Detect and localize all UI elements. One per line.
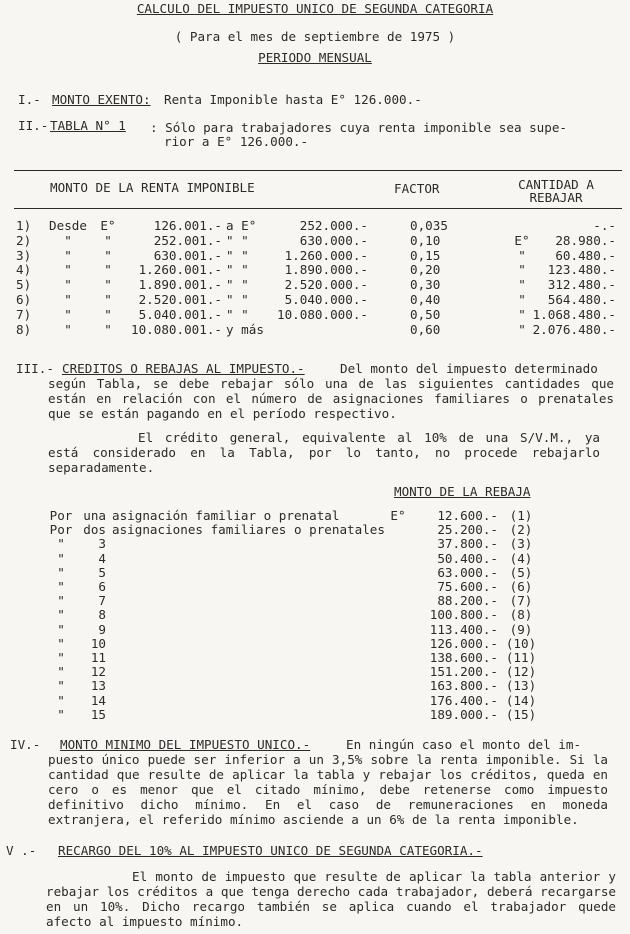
section-3-para1: según Tabla, se debe rebajar sólo una de las siguientes cantidades que están en relación con el número de asignaciones familiares o prenatales que se están pagando en el período respectivo. [48, 376, 614, 421]
table-1-row-rebaja: 2.076.480.- [532, 321, 616, 337]
rebaja-row-count: 14 [90, 692, 106, 708]
table-1-row-currency: " [104, 306, 112, 322]
table-1-row-rebaja-currency: " [518, 292, 526, 307]
table-1-row-rebaja: 60.480.- [555, 247, 616, 263]
table-1-row-number: 2) [16, 232, 32, 248]
table-1-row-rebaja-currency: " [518, 277, 526, 293]
table-1-row-rebaja: 1.068.480.- [532, 306, 616, 322]
rebaja-row-count: 4 [98, 550, 106, 566]
table-1-row-number: 5) [16, 277, 32, 293]
section-2-text-line2: rior a E° 126.000.- [164, 134, 309, 149]
rebaja-row-por: " [57, 536, 65, 552]
table-1-row-from: 1.260.001.- [138, 262, 222, 278]
rebaja-row-count: 12 [90, 664, 106, 680]
document-title: CALCULO DEL IMPUESTO UNICO DE SEGUNDA CATEGORIA [136, 1, 494, 16]
table-1-header-rebajar: REBAJAR [529, 190, 583, 205]
rebaja-row-description: asignaciones familiares o prenatales [112, 522, 385, 538]
table-1-row-currency: " [104, 262, 112, 278]
table-1-row-from: 252.001.- [153, 232, 222, 248]
rebaja-row-amount: 176.400.- [429, 692, 498, 708]
table-1-row-rebaja-currency: " [518, 247, 526, 263]
rebaja-row-index: (1) [509, 508, 533, 523]
rebaja-row-count: dos [83, 522, 106, 538]
table-1-row-desde: " [64, 292, 72, 307]
table-1-row-currency: " [104, 292, 112, 307]
table-1-row-from: 2.520.001.- [138, 292, 222, 307]
table-1-row-currency: " [104, 277, 112, 293]
rebaja-row-amount: 75.600.- [437, 579, 498, 594]
rebaja-row-por: " [57, 635, 65, 651]
table-1-row-desde: " [64, 232, 72, 248]
rebaja-row-amount: 88.200.- [437, 593, 498, 609]
month-line: ( Para el mes de septiembre de 1975 ) [174, 29, 456, 44]
rebaja-row-por: " [57, 550, 65, 566]
section-3-label: CREDITOS O REBAJAS AL IMPUESTO.- [62, 361, 305, 376]
table-1-row-to: 2.520.000.- [284, 277, 368, 293]
rebaja-row-amount: 37.800.- [437, 536, 498, 552]
rebaja-row-por: " [57, 692, 65, 708]
section-2-text-line1: : Sólo para trabajadores cuya renta imponible sea supe- [150, 120, 568, 135]
rebaja-row-index: (3) [509, 536, 533, 552]
rebaja-row-count: una [83, 508, 106, 523]
section-1-text: Renta Imponible hasta E° 126.000.- [164, 92, 422, 107]
rebaja-row-por: " [57, 650, 65, 665]
table-1-row-currency: " [104, 232, 112, 248]
table-1-row-from: 1.890.001.- [138, 277, 222, 293]
table-1-row-factor: 0,15 [410, 247, 441, 263]
rebaja-row-count: 11 [90, 650, 106, 665]
table-1-row-number: 4) [16, 262, 32, 278]
rebaja-row-index: (12) [505, 664, 537, 680]
rebaja-row-index: (13) [505, 678, 537, 694]
section-1-label: MONTO EXENTO: [52, 92, 151, 107]
section-3-para1-first: Del monto del impuesto determinado [340, 361, 598, 376]
rebaja-row-amount: 63.000.- [437, 564, 498, 580]
table-1-row-number: 8) [16, 321, 32, 337]
table-1-row-to: 1.890.000.- [284, 262, 368, 278]
table-1-row-to-prefix: " " [226, 247, 249, 263]
rebaja-row-index: (8) [509, 607, 533, 623]
table-1-row-rebaja-currency: " [518, 321, 526, 337]
rebaja-row-count: 5 [98, 564, 106, 580]
table-1-row-to-prefix: y más [226, 321, 264, 337]
rebaja-row-index: (5) [509, 564, 533, 580]
rebaja-row-count: 7 [98, 593, 106, 609]
rebaja-row-por: Por [49, 522, 73, 538]
section-5-body: El monto de impuesto que resulte de aplicar la tabla anterior y rebajar los créditos a que tenga derecho cada trabajador, deberá recargarse en un 10%. Dicho recargo también se aplica cuando el trabajador quede afecto al impuesto mínimo. [46, 869, 616, 929]
rebaja-row-por: " [57, 579, 65, 594]
section-3-para2: El crédito general, equivalente al 10% de una S/V.M., ya está considerado en la Tabla, por lo tanto, no procede rebajarlo separadamente. [48, 430, 600, 475]
rebaja-row-amount: 189.000.- [429, 706, 498, 722]
table-1-row-rebaja: 123.480.- [547, 262, 616, 278]
section-4-first: En ningún caso el monto del im- [346, 737, 582, 752]
table-1-row-to: 10.080.000.- [277, 306, 368, 322]
rebaja-row-por: " [57, 706, 65, 722]
section-5-label: RECARGO DEL 10% AL IMPUESTO UNICO DE SEGUNDA CATEGORIA.- [58, 843, 483, 858]
table-1-row-to-prefix: " " [226, 232, 249, 248]
rebaja-row-amount: 25.200.- [437, 522, 498, 538]
rebaja-row-index: (9) [509, 621, 533, 637]
table-1-row-rebaja-currency: " [518, 306, 526, 322]
table-1-row-rebaja: -.- [593, 218, 616, 233]
section-4-label: MONTO MINIMO DEL IMPUESTO UNICO.- [60, 737, 311, 752]
table-1-row-desde: " [64, 321, 72, 337]
section-4-body: puesto único puede ser inferior a un 3,5% sobre la renta imponible. Si la cantidad que resulte de aplicar la tabla y rebajar los créditos, queda en cero o es menor que el citado mínimo, debe retenerse como impuesto definitivo dicho mínimo. En el caso de remuneraciones en moneda extranjera, el referido mínimo asciende a un 6% de la renta imponible. [48, 752, 608, 827]
rebaja-row-count: 8 [98, 607, 106, 623]
table-1-row-desde: " [64, 262, 72, 278]
table-1-row-from: 5.040.001.- [138, 306, 222, 322]
table-1-header-factor: FACTOR [394, 181, 440, 196]
table-1-row-desde: Desde [49, 218, 87, 233]
rebaja-row-amount: 50.400.- [437, 550, 498, 566]
rebaja-row-por: " [57, 593, 65, 609]
table-1-row-to-prefix: a E° [226, 218, 257, 233]
table-1-row-number: 6) [16, 292, 32, 307]
table-1-header-rule [14, 208, 622, 209]
rebaja-row-por: " [57, 678, 65, 694]
table-1-header-monto: MONTO DE LA RENTA IMPONIBLE [50, 180, 255, 195]
section-2-number: II.- [18, 118, 49, 133]
rebaja-row-amount: 163.800.- [429, 678, 498, 694]
rebaja-row-por: " [57, 621, 65, 637]
table-1-row-from: 126.001.- [153, 218, 222, 233]
rebaja-row-index: (11) [505, 650, 537, 665]
table-1-row-rebaja: 312.480.- [547, 277, 616, 293]
table-1-row-factor: 0,035 [410, 218, 448, 233]
rebaja-row-amount: 113.400.- [429, 621, 498, 637]
section-2-label: TABLA N° 1 [50, 118, 126, 133]
table-1-row-currency: E° [100, 218, 116, 233]
rebaja-row-index: (4) [509, 550, 533, 566]
table-1-row-desde: " [64, 277, 72, 293]
table-1-row-to-prefix: " " [226, 262, 249, 278]
table-1-row-from: 630.001.- [153, 247, 222, 263]
rebaja-row-por: " [57, 607, 65, 623]
table-1-row-factor: 0,10 [410, 232, 441, 248]
table-1-row-factor: 0,40 [410, 292, 441, 307]
rebaja-row-currency: E° [390, 508, 406, 523]
section-4-number: IV.- [10, 737, 41, 752]
table-1-row-rebaja-currency: E° [514, 232, 530, 248]
rebaja-row-index: (14) [505, 692, 537, 708]
period-label: PERIODO MENSUAL [258, 50, 372, 65]
table-1-row-currency: " [104, 247, 112, 263]
rebaja-row-amount: 100.800.- [429, 607, 498, 623]
table-1-row-to: 5.040.000.- [284, 292, 368, 307]
table-1-row-to-prefix: " " [226, 277, 249, 293]
rebaja-row-por: " [57, 564, 65, 580]
table-1-row-number: 7) [16, 306, 32, 322]
table-1-row-to-prefix: " " [226, 306, 249, 322]
rebaja-row-count: 10 [90, 635, 106, 651]
rebaja-row-count: 6 [98, 579, 106, 594]
table-1-row-currency: " [104, 321, 112, 337]
table-1-row-factor: 0,50 [410, 306, 441, 322]
rebaja-row-description: asignación familiar o prenatal [112, 508, 340, 523]
table-1-row-rebaja-currency: " [518, 262, 526, 278]
table-1-row-desde: " [64, 247, 72, 263]
table-1-header-cantidad: CANTIDAD A [518, 177, 594, 192]
table-1-row-desde: " [64, 306, 72, 322]
table-1-row-to: 630.000.- [299, 232, 368, 248]
rebaja-row-por: " [57, 664, 65, 680]
rebaja-row-index: (2) [509, 522, 533, 538]
rebaja-row-index: (6) [509, 579, 533, 594]
rebaja-row-count: 15 [90, 706, 106, 722]
rebaja-row-amount: 126.000.- [429, 635, 498, 651]
table-1-row-factor: 0,30 [410, 277, 441, 293]
rebaja-row-count: 9 [98, 621, 106, 637]
rebaja-row-index: (7) [509, 593, 533, 609]
section-3-number: III.- [16, 361, 54, 376]
table-1-row-to: 252.000.- [299, 218, 368, 233]
table-1-row-factor: 0,60 [410, 321, 441, 337]
rebaja-row-amount: 12.600.- [437, 508, 498, 523]
table-1-top-rule [14, 170, 622, 171]
table-1-row-rebaja: 564.480.- [547, 292, 616, 307]
section-1-number: I.- [18, 92, 41, 107]
rebaja-row-count: 3 [98, 536, 106, 552]
rebaja-column-header: MONTO DE LA REBAJA [394, 484, 531, 499]
table-1-row-from: 10.080.001.- [131, 321, 222, 337]
rebaja-row-index: (15) [505, 706, 537, 722]
rebaja-row-index: (10) [505, 635, 537, 651]
table-1-row-rebaja: 28.980.- [555, 232, 616, 248]
table-1-row-to-prefix: " " [226, 292, 249, 307]
table-1-row-number: 1) [16, 218, 32, 233]
rebaja-row-amount: 138.600.- [429, 650, 498, 665]
rebaja-row-amount: 151.200.- [429, 664, 498, 680]
rebaja-row-por: Por [49, 508, 73, 523]
section-5-number: V .- [6, 843, 37, 858]
rebaja-row-count: 13 [90, 678, 106, 694]
table-1-row-factor: 0,20 [410, 262, 441, 278]
table-1-row-to: 1.260.000.- [284, 247, 368, 263]
table-1-row-number: 3) [16, 247, 32, 263]
